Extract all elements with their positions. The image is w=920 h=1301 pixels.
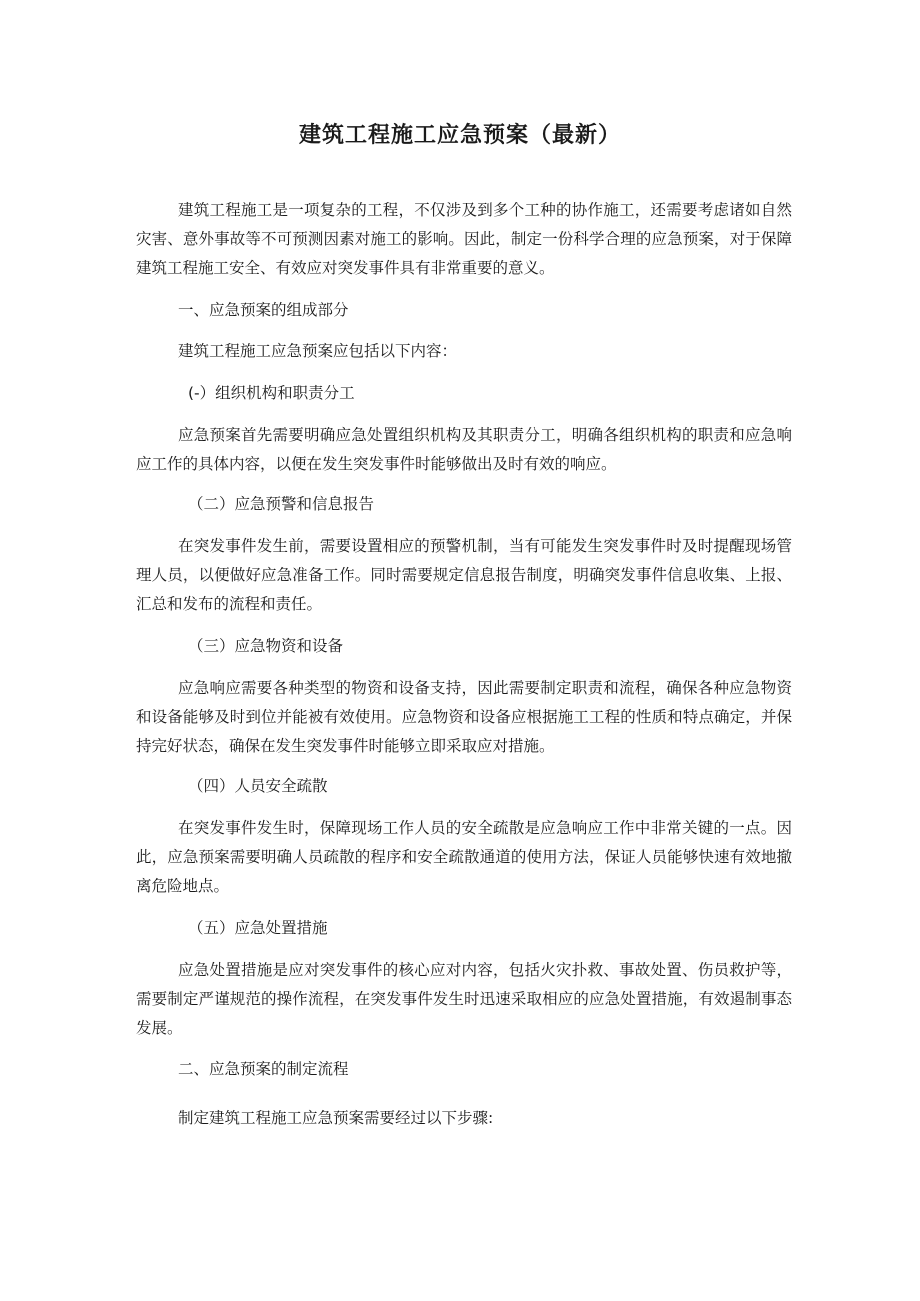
subsection-text-warning: 在突发事件发生前，需要设置相应的预警机制，当有可能发生突发事件时及时提醒现场管理人员，以便做好应急准备工作。同时需要规定信息报告制度，明确突发事件信息收集、上报、汇总和发布的流程和责任。 [136,537,792,613]
subsection-text-supplies: 应急响应需要各种类型的物资和设备支持，因此需要制定职责和流程，确保各种应急物资和设备能够及时到位并能被有效使用。应急物资和设备应根据施工工程的性质和特点确定，并保持完好状态，确保在发生突发事件时能够立即采取应对措施。 [136,679,792,755]
subsection-heading-measures: （五）应急处置措施 [188,919,328,937]
section-lead-components: 建筑工程施工应急预案应包括以下内容： [178,342,458,360]
subsection-heading-supplies: （三）应急物资和设备 [188,637,344,655]
subsection-heading-evacuation: （四）人员安全疏散 [188,777,328,795]
section-heading-components: 一、应急预案的组成部分 [178,301,349,319]
intro-paragraph: 建筑工程施工是一项复杂的工程，不仅涉及到多个工种的协作施工，还需要考虑诸如自然灾害、意外事故等不可预测因素对施工的影响。因此，制定一份科学合理的应急预案，对于保障建筑工程施工安全、有效应对突发事件具有非常重要的意义。 [136,201,792,277]
subsection-heading-warning: （二）应急预警和信息报告 [188,495,375,513]
section-heading-process: 二、应急预案的制定流程 [178,1060,349,1078]
subsection-heading-organization: (-）组织机构和职责分工 [188,384,355,402]
section-lead-process: 制定建筑工程施工应急预案需要经过以下步骤: [178,1109,494,1127]
subsection-text-organization: 应急预案首先需要明确应急处置组织机构及其职责分工，明确各组织机构的职责和应急响应工作的具体内容，以便在发生突发事件时能够做出及时有效的响应。 [136,426,792,473]
subsection-text-measures: 应急处置措施是应对突发事件的核心应对内容，包括火灾扑救、事故处置、伤员救护等，需要制定严谨规范的操作流程，在突发事件发生时迅速采取相应的应急处置措施，有效遏制事态发展。 [136,961,792,1037]
page-title: 建筑工程施工应急预案（最新） [298,123,621,148]
subsection-text-evacuation: 在突发事件发生时，保障现场工作人员的安全疏散是应急响应工作中非常关键的一点。因此，应急预案需要明确人员疏散的程序和安全疏散通道的使用方法，保证人员能够快速有效地撤离危险地点。 [136,819,792,895]
